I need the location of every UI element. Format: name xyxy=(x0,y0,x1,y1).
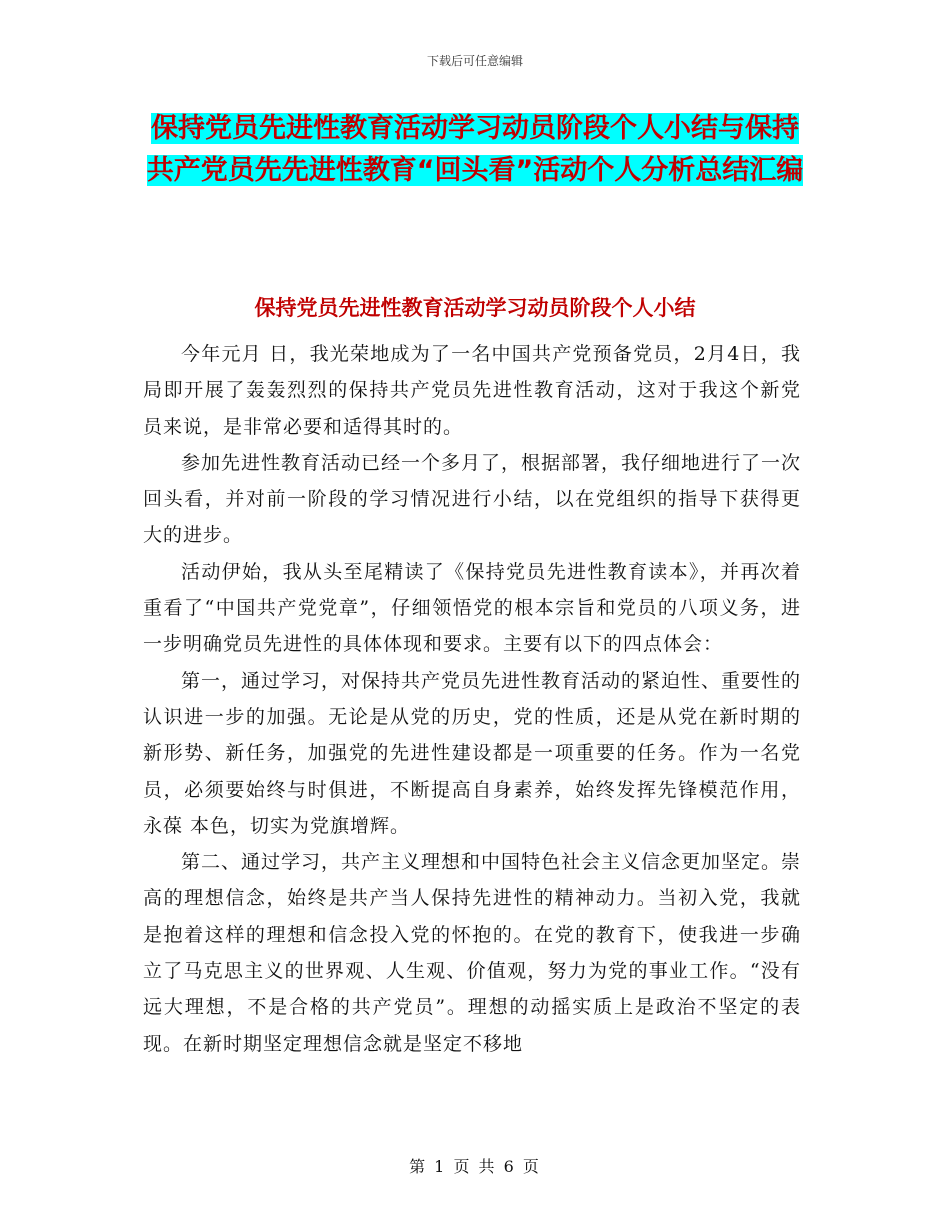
document-title xyxy=(140,108,810,192)
document-title-text: 保持党员先进性教育活动学习动员阶段个人小结与保持共产党员先先进性教育“回头看”活动个人分析总结汇编 xyxy=(146,113,804,186)
paragraph: 参加先进性教育活动已经一个多月了，根据部署，我仔细地进行了一次回头看，并对前一阶段的学习情况进行小结，以在党组织的指导下获得更大的进步。 xyxy=(143,451,802,547)
paragraph: 第二、通过学习，共产主义理想和中国特色社会主义信念更加坚定。崇高的理想信念，始终是共产当人保持先进性的精神动力。当初入党，我就是抱着这样的理想和信念投入党的怀抱的。在党的教育下，使我进一步确立了马克思主义的世界观、人生观、价值观，努力为党的事业工作。“没有远大理想，不是合格的共产党员”。理想的动摇实质上是政治不坚定的表现。在新时期坚定理想信念就是坚定不移地 xyxy=(143,851,802,1055)
paragraph: 第一，通过学习，对保持共产党员先进性教育活动的紧迫性、重要性的认识进一步的加强。无论是从党的历史，党的性质，还是从党在新时期的新形势、新任务，加强党的先进性建设都是一项重要的任务。作为一名党员，必须要始终与时俱进，不断提高自身素养，始终发挥先锋模范作用，永葆 本色，切实为党旗增辉。 xyxy=(143,669,802,837)
page-footer: 第 1 页 共 6 页 xyxy=(409,1157,541,1176)
paragraph: 活动伊始，我从头至尾精读了《保持党员先进性教育读本》，并再次着重看了“中国共产党党章”，仔细领悟党的根本宗旨和党员的八项义务，进一步明确党员先进性的具体体现和要求。主要有以下的四点体会： xyxy=(143,560,801,656)
paragraph: 今年元月 日，我光荣地成为了一名中国共产党预备党员，2月4日，我局即开展了轰轰烈烈的保持共产党员先进性教育活动，这对于我这个新党员来说，是非常必要和适得其时的。 xyxy=(143,343,801,438)
header-note: 下载后可任意编辑 xyxy=(426,54,523,68)
body-text xyxy=(143,336,801,1062)
section-title: 保持党员先进性教育活动学习动员阶段个人小结 xyxy=(254,296,696,320)
